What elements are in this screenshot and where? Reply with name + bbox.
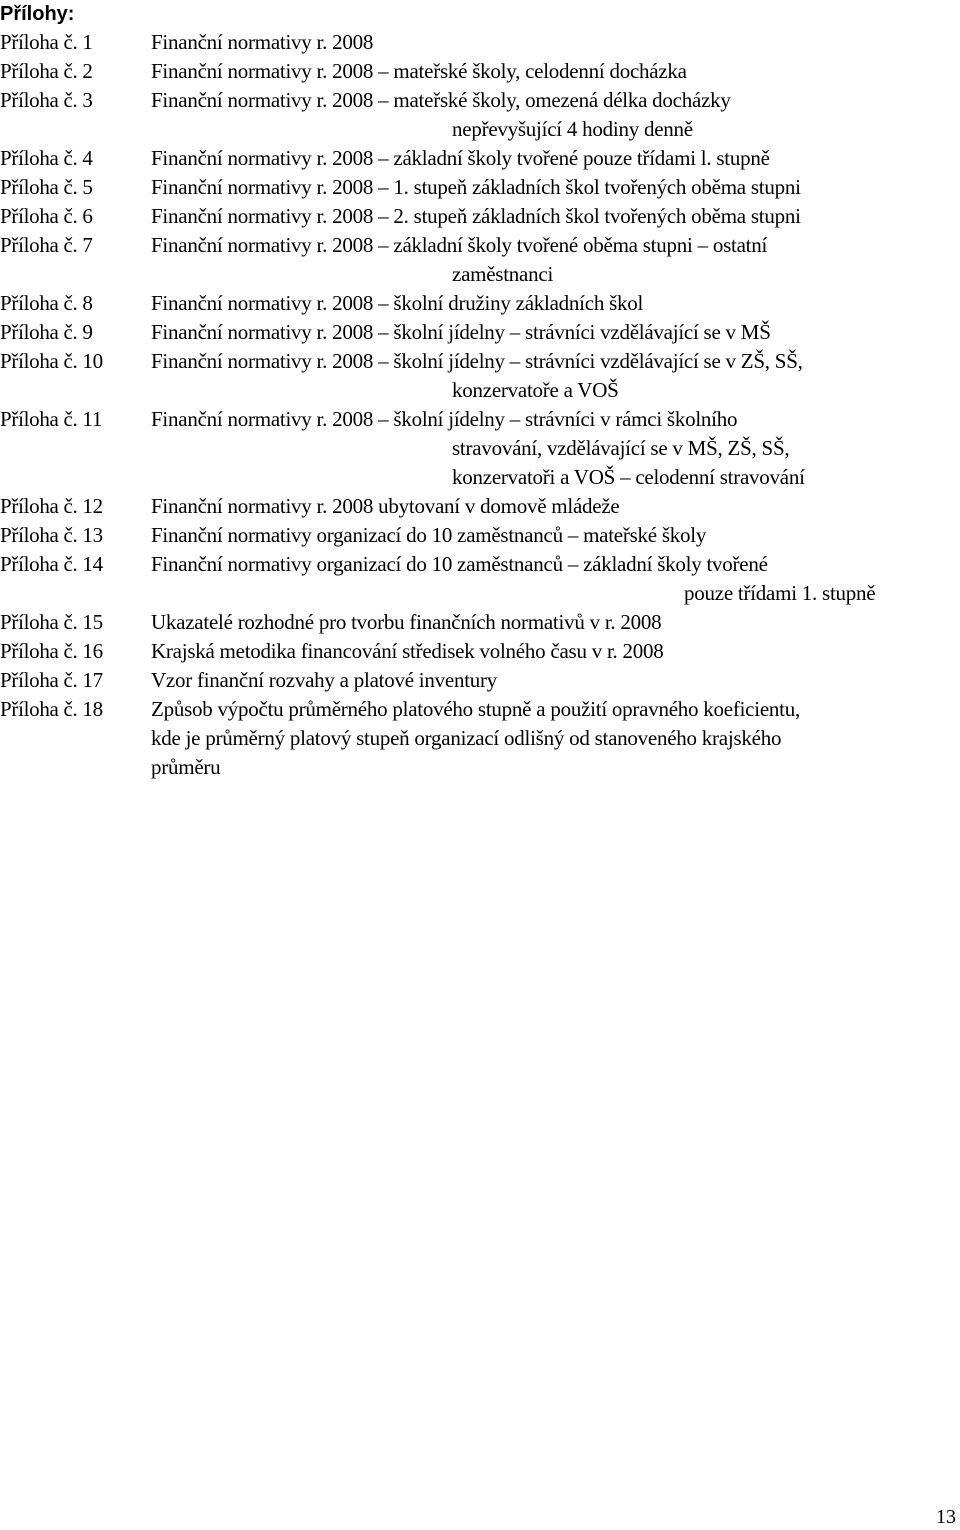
description-line: Finanční normativy organizací do 10 zaměstnanců – mateřské školy	[151, 523, 707, 547]
attachment-label: Příloha č. 11	[0, 407, 103, 431]
list-item	[0, 550, 960, 608]
page-number: 13	[936, 1506, 956, 1528]
description-line: Finanční normativy r. 2008 – školní jídelny – strávníci vzdělávající se v ZŠ, SŠ,	[151, 349, 803, 373]
description-line: Ukazatelé rozhodné pro tvorbu finančních normativů v r. 2008	[151, 610, 662, 634]
attachment-description	[151, 202, 960, 231]
list-item	[0, 289, 960, 318]
attachment-description	[151, 318, 960, 347]
description-line: nepřevyšující 4 hodiny denně	[452, 117, 693, 141]
description-line: Finanční normativy r. 2008 – školní družiny základních škol	[151, 291, 644, 315]
description-line: konzervatoře a VOŠ	[452, 378, 619, 402]
list-item	[0, 202, 960, 231]
attachments-list	[0, 28, 960, 782]
attachment-description	[151, 550, 960, 608]
attachment-label: Příloha č. 7	[0, 233, 93, 257]
attachment-description	[151, 492, 960, 521]
attachment-label: Příloha č. 12	[0, 494, 103, 518]
description-line: stravování, vzdělávající se v MŠ, ZŠ, SŠ,	[452, 436, 790, 460]
attachment-description	[151, 608, 960, 637]
attachment-label: Příloha č. 14	[0, 552, 103, 576]
attachment-description	[151, 57, 960, 86]
list-item	[0, 666, 960, 695]
attachment-description	[151, 695, 960, 782]
attachment-description	[151, 173, 960, 202]
attachment-description	[151, 231, 960, 289]
attachment-description	[151, 347, 960, 405]
list-item	[0, 492, 960, 521]
attachment-label: Příloha č. 17	[0, 668, 103, 692]
attachment-description	[151, 637, 960, 666]
description-line: Finanční normativy r. 2008 – školní jídelny – strávníci vzdělávající se v MŠ	[151, 320, 771, 344]
description-line: Finanční normativy r. 2008 – mateřské školy, celodenní docházka	[151, 59, 687, 83]
list-item	[0, 521, 960, 550]
description-line: zaměstnanci	[452, 262, 554, 286]
description-line: Finanční normativy r. 2008 – základní školy tvořené oběma stupni – ostatní	[151, 233, 768, 257]
description-line: pouze třídami 1. stupně	[684, 581, 876, 605]
attachment-description	[151, 28, 960, 57]
description-line: Finanční normativy r. 2008 – 2. stupeň základních škol tvořených oběma stupni	[151, 204, 801, 228]
attachment-label: Příloha č. 5	[0, 175, 93, 199]
attachment-description	[151, 86, 960, 144]
list-item	[0, 173, 960, 202]
attachment-label: Příloha č. 9	[0, 320, 93, 344]
attachment-label: Příloha č. 18	[0, 697, 103, 721]
attachment-description	[151, 289, 960, 318]
description-line: Finanční normativy r. 2008 – základní školy tvořené pouze třídami l. stupně	[151, 146, 770, 170]
list-item	[0, 405, 960, 492]
list-item	[0, 637, 960, 666]
list-item	[0, 144, 960, 173]
list-item	[0, 86, 960, 144]
description-line: Finanční normativy r. 2008 – 1. stupeň základních škol tvořených oběma stupni	[151, 175, 801, 199]
description-line: Způsob výpočtu průměrného platového stupně a použití opravného koeficientu,	[151, 697, 800, 721]
description-line: Finanční normativy r. 2008 – školní jídelny – strávníci v rámci školního	[151, 407, 738, 431]
attachment-description	[151, 405, 960, 492]
attachment-label: Příloha č. 15	[0, 610, 103, 634]
attachment-description	[151, 521, 960, 550]
attachment-description	[151, 666, 960, 695]
list-item	[0, 57, 960, 86]
list-item	[0, 231, 960, 289]
list-item	[0, 695, 960, 782]
attachment-label: Příloha č. 2	[0, 59, 93, 83]
description-line: Finanční normativy organizací do 10 zaměstnanců – základní školy tvořené	[151, 552, 768, 576]
attachment-label: Příloha č. 10	[0, 349, 103, 373]
list-item	[0, 28, 960, 57]
attachment-label: Příloha č. 8	[0, 291, 93, 315]
description-line: Finanční normativy r. 2008	[151, 30, 374, 54]
attachment-label: Příloha č. 3	[0, 88, 93, 112]
attachment-label: Příloha č. 16	[0, 639, 103, 663]
list-item	[0, 318, 960, 347]
description-line: Finanční normativy r. 2008 ubytovaní v domově mládeže	[151, 494, 620, 518]
description-line: kde je průměrný platový stupeň organizací odlišný od stanoveného krajského	[151, 726, 782, 750]
attachment-label: Příloha č. 4	[0, 146, 93, 170]
attachment-description	[151, 144, 960, 173]
attachment-label: Příloha č. 1	[0, 30, 93, 54]
attachments-heading: Přílohy:	[0, 3, 75, 25]
description-line: Vzor finanční rozvahy a platové inventury	[151, 668, 498, 692]
list-item	[0, 347, 960, 405]
list-item	[0, 608, 960, 637]
description-line: Krajská metodika financování středisek volného času v r. 2008	[151, 639, 664, 663]
attachment-label: Příloha č. 13	[0, 523, 103, 547]
description-line: průměru	[151, 755, 221, 779]
attachment-label: Příloha č. 6	[0, 204, 93, 228]
description-line: Finanční normativy r. 2008 – mateřské školy, omezená délka docházky	[151, 88, 731, 112]
description-line: konzervatoři a VOŠ – celodenní stravování	[452, 465, 805, 489]
